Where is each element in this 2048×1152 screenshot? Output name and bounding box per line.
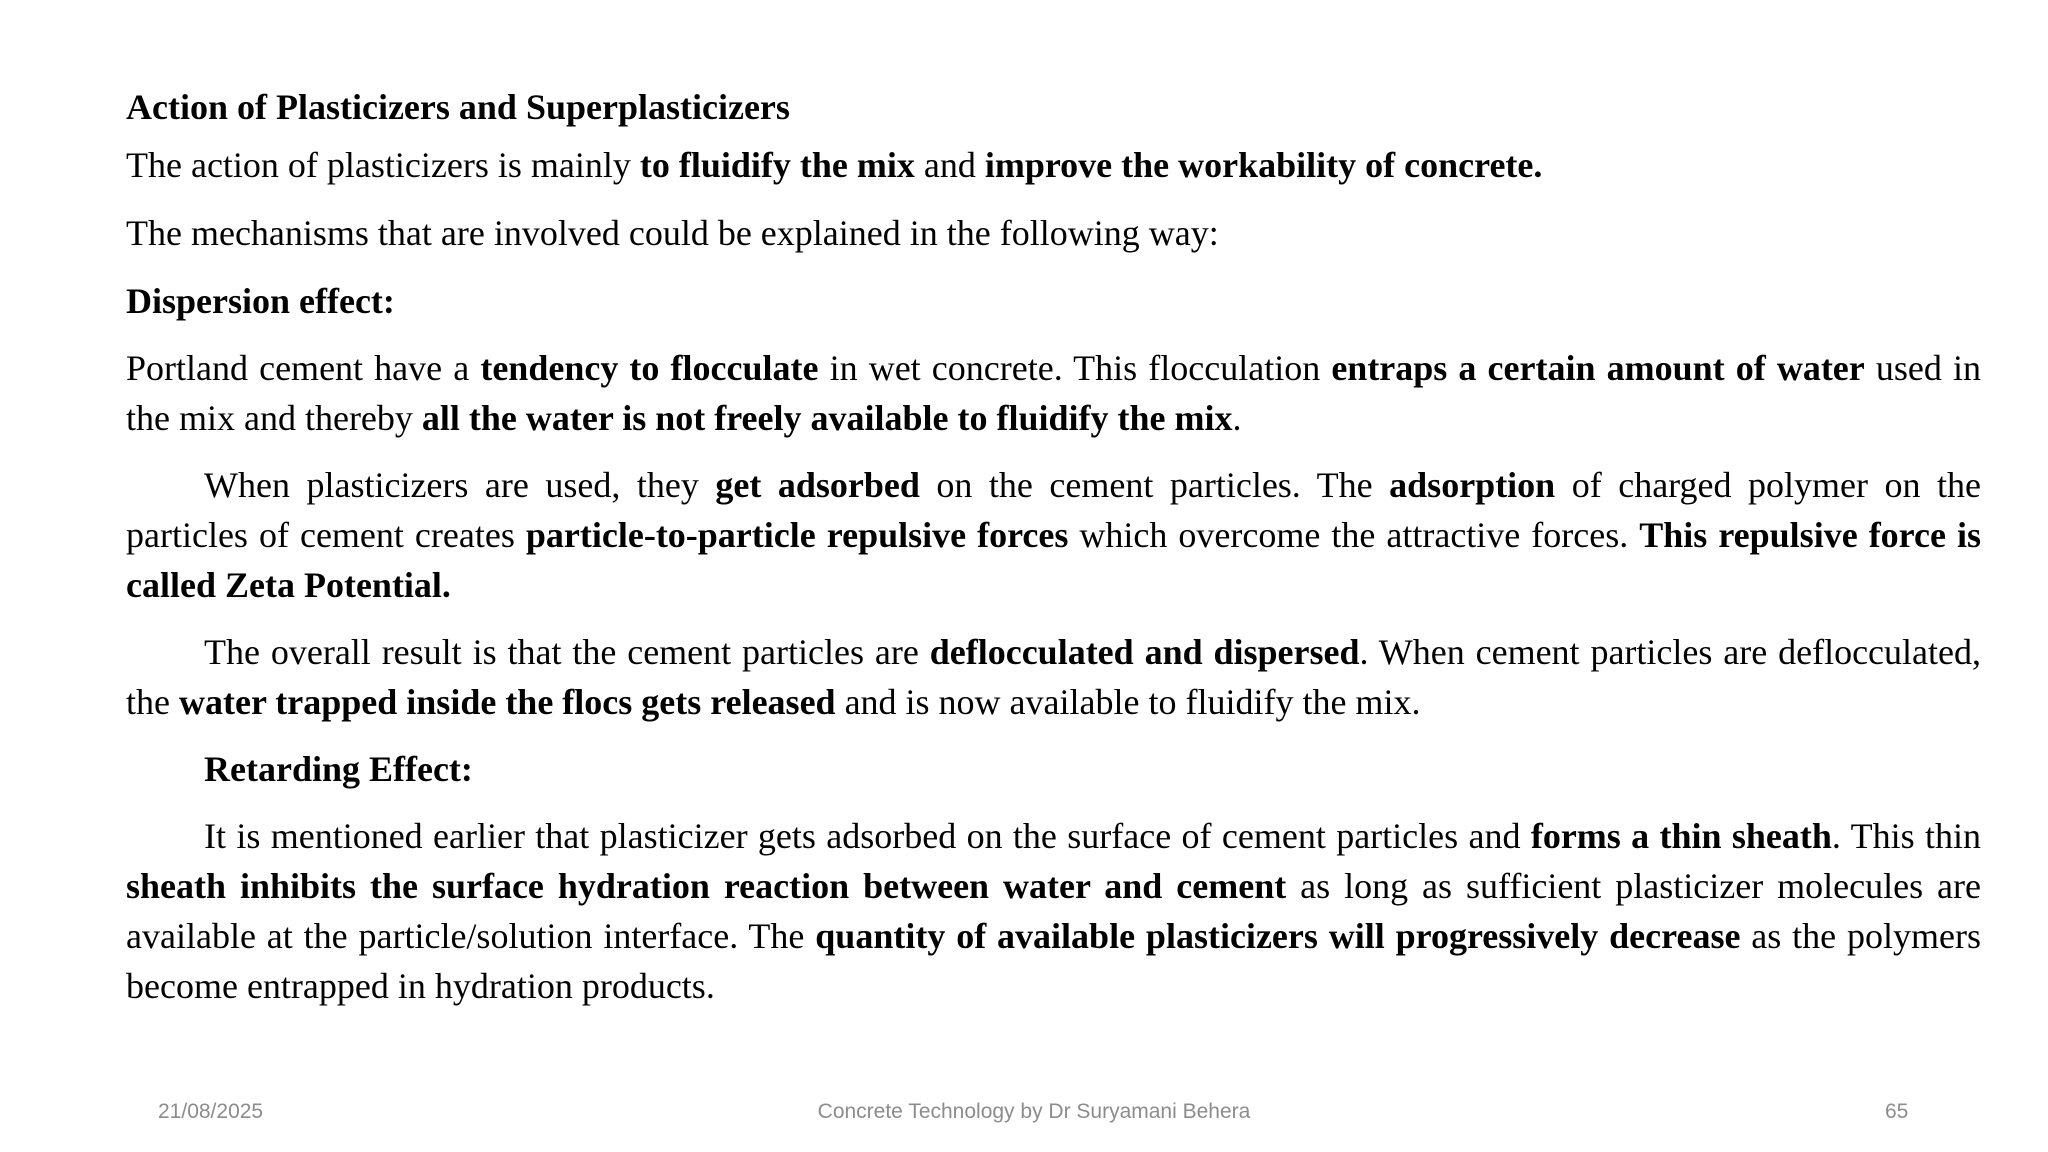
text-run: . When cement particles are deflocculated, the bbox=[126, 632, 1981, 722]
bold-run: tendency to flocculate bbox=[480, 348, 819, 388]
text-run: The action of plasticizers is mainly bbox=[126, 145, 640, 185]
footer-date: 21/08/2025 bbox=[158, 1100, 264, 1123]
footer-title: Concrete Technology by Dr Suryamani Behera bbox=[817, 1100, 1251, 1123]
bold-run: improve the workability of concrete. bbox=[984, 145, 1543, 185]
bold-run: get adsorbed bbox=[715, 465, 920, 505]
text-run: used in the mix and thereby bbox=[126, 348, 1981, 438]
text-run: as the polymers become entrapped in hydration products. bbox=[126, 916, 1982, 1006]
bold-run: forms a thin sheath bbox=[1530, 816, 1832, 856]
dispersion-paragraph-2 bbox=[126, 460, 1981, 610]
retarding-paragraph bbox=[126, 811, 1981, 1011]
bold-run: to fluidify the mix bbox=[639, 145, 915, 185]
text-run: and is now available to fluidify the mix. bbox=[835, 682, 1421, 722]
dispersion-heading: Dispersion effect: bbox=[126, 281, 395, 321]
dispersion-paragraph-1 bbox=[126, 343, 1981, 443]
text-run: and bbox=[914, 145, 985, 185]
text-run: in wet concrete. This flocculation bbox=[818, 348, 1332, 388]
bold-run: This repulsive force is called Zeta Potential. bbox=[126, 515, 1981, 605]
footer-page-number: 65 bbox=[1885, 1100, 1909, 1123]
text-run: When plasticizers are used, they bbox=[204, 465, 716, 505]
text-run: as long as sufficient plasticizer molecules are available at the particle/solution interface. The bbox=[126, 866, 1981, 956]
slide-title: Action of Plasticizers and Superplasticizers bbox=[126, 87, 790, 127]
dispersion-paragraph-3 bbox=[126, 627, 1981, 727]
bold-run: quantity of available plasticizers will progressively decrease bbox=[815, 916, 1741, 956]
bold-run: adsorption bbox=[1389, 465, 1556, 505]
text-run: . bbox=[1232, 398, 1242, 438]
bold-run: deflocculated and dispersed bbox=[929, 632, 1360, 672]
retarding-heading: Retarding Effect: bbox=[204, 749, 473, 789]
slide-content bbox=[126, 82, 1981, 1028]
text-run: The overall result is that the cement particles are bbox=[204, 632, 930, 672]
mechanisms-paragraph: The mechanisms that are involved could be explained in the following way: bbox=[126, 213, 1219, 253]
text-run: on the cement particles. The bbox=[919, 465, 1390, 505]
bold-run: entraps a certain amount of water bbox=[1331, 348, 1865, 388]
bold-run: sheath inhibits the surface hydration reaction between water and cement bbox=[126, 866, 1287, 906]
text-run: . This thin bbox=[1831, 816, 1981, 856]
intro-paragraph bbox=[126, 140, 1981, 190]
bold-run: particle-to-particle repulsive forces bbox=[525, 515, 1069, 555]
text-run: It is mentioned earlier that plasticizer gets adsorbed on the surface of cement particles and bbox=[204, 816, 1531, 856]
text-run: of charged polymer on the particles of cement creates bbox=[126, 465, 1981, 555]
bold-run: all the water is not freely available to fluidify the mix bbox=[421, 398, 1233, 438]
bold-run: water trapped inside the flocs gets released bbox=[178, 682, 836, 722]
text-run: which overcome the attractive forces. bbox=[1068, 515, 1640, 555]
text-run: Portland cement have a bbox=[126, 348, 481, 388]
